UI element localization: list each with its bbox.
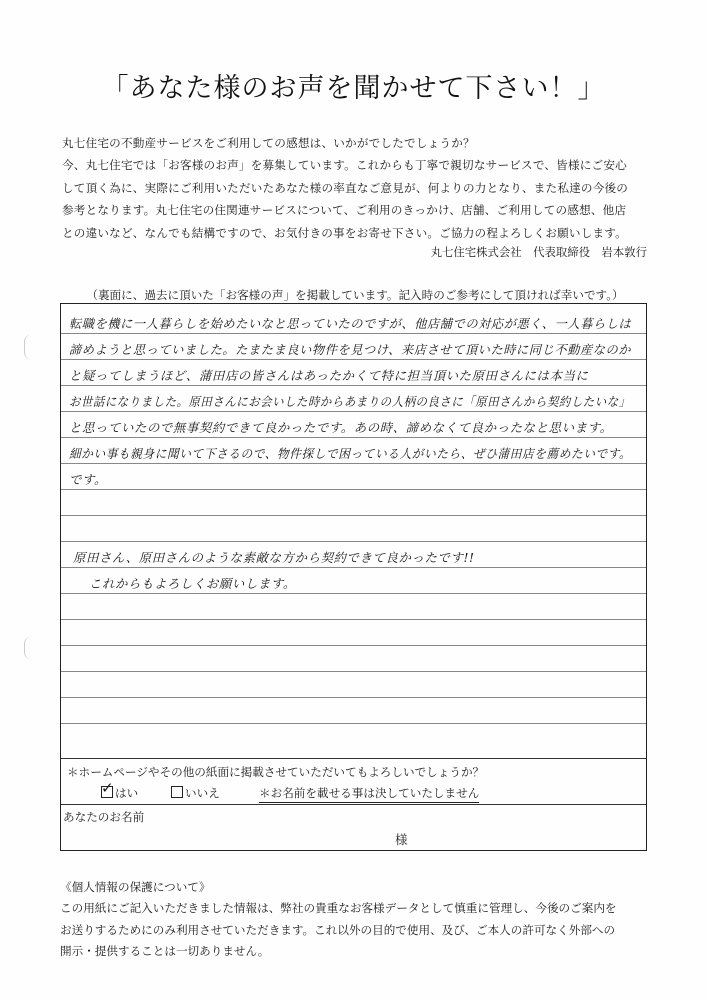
handwritten-line: と思っていたので無事契約できて良かったです。あの時、諦めなくて良かったなと思います。 (69, 420, 613, 435)
handwritten-line: お世話になりました。原田さんにお会いした時からあまりの人柄の良さに「原田さんから契約したいな」 (69, 394, 631, 409)
yes-checkbox[interactable] (101, 779, 114, 798)
ruled-line (61, 619, 646, 620)
company-signature: 丸七住宅株式会社 代表取締役 岩本敦行 (430, 245, 647, 259)
consent-yes-option[interactable] (101, 779, 139, 801)
intro-line: との違いなど、なんでも結構ですので、お気付きの事をお寄せ下さい。ご協力の程よろしくお願いします。 (62, 225, 627, 240)
check-mark-icon: ✓ (101, 779, 114, 797)
consent-no-option[interactable] (171, 785, 220, 801)
back-page-notice: （裏面に、過去に頂いた「お客様の声」を掲載しています。記入時のご参考にして頂ければ幸いです。） (86, 288, 624, 302)
intro-line: 参考となります。丸七住宅の住関連サービスについて、ご利用のきっかけ、店舗、ご利用しての感想、他店 (62, 203, 627, 218)
ruled-line (61, 515, 646, 516)
ruled-line (61, 437, 646, 438)
name-field[interactable] (61, 804, 646, 851)
ruled-line (61, 541, 646, 542)
privacy-heading: 《個人情報の保護について》 (60, 880, 211, 894)
handwritten-line: 原田さん、原田さんのような素敵な方から契約できて良かったです!! (73, 550, 475, 565)
ruled-line (61, 359, 646, 360)
handwritten-line: です。 (69, 472, 107, 487)
binding-mark (24, 636, 35, 660)
ruled-line (61, 411, 646, 412)
no-label: いいえ (185, 786, 220, 800)
handwritten-line: 諦めようと思っていました。たまたま良い物件を見つけ、来店させて頂いた時に同じ不動産なのか (69, 342, 632, 357)
intro-line: 今、丸七住宅では「お客様のお声」を募集しています。これからも丁寧で親切なサービスで、皆様にご安心 (62, 158, 627, 173)
privacy-line: 開示・提供することは一切ありません。 (60, 944, 270, 959)
intro-line: 丸七住宅の不動産サービスをご利用しての感想は、いかがでしたでしょうか？ (62, 136, 475, 150)
binding-mark (24, 334, 35, 360)
ruled-line (61, 593, 646, 594)
ruled-line (61, 385, 646, 386)
ruled-line (61, 671, 646, 672)
name-label: あなたのお名前 (63, 810, 145, 824)
handwritten-line: と疑ってしまうほど、蒲田店の皆さんはあったかくて特に担当頂いた原田さんには本当に (69, 368, 589, 383)
handwritten-line: これからもよろしくお願いします。 (89, 576, 296, 591)
publish-consent (61, 758, 646, 805)
intro-line: して頂く為に、実際にご利用いただいたあなた様の率直なご意見が、何よりの力となり、また私達の今後の (62, 180, 629, 195)
ruled-line (61, 645, 646, 646)
ruled-line (61, 567, 646, 568)
ruled-line (61, 697, 646, 698)
no-checkbox[interactable] (171, 786, 183, 798)
ruled-line (61, 463, 646, 464)
page-title: 「あなた様のお声を聞かせて下さい！」 (101, 73, 606, 104)
intro-text (62, 132, 652, 244)
privacy-line: この用紙にご記入いただきました情報は、弊社の貴重なお客様データとして慎重に管理し、今後のご案内を (60, 901, 617, 916)
privacy-line: お送りするためにのみ利用させていただきます。これ以外の目的で使用、及び、ご本人の許可なく外部への (60, 922, 616, 937)
privacy-policy (60, 877, 660, 963)
consent-question: ＊ホームページやその他の紙面に掲載させていただいてもよろしいでしょうか？ (67, 765, 485, 779)
handwritten-line: 細かい事も親身に聞いて下さるので、物件探しで困っている人がいたら、ぜひ蒲田店を薦めたいです。 (69, 446, 632, 461)
name-not-published-note: ＊お名前を載せる事は決していたしません (259, 785, 479, 803)
yes-label: はい (115, 786, 139, 800)
handwritten-line: 転職を機に一人暮らしを始めたいなと思っていたのですが、他店舗での対応が悪く、一人暮らしは (69, 316, 632, 331)
comment-form (60, 303, 647, 851)
ruled-line (61, 489, 646, 490)
ruled-line (61, 723, 646, 724)
name-suffix: 様 (395, 832, 408, 847)
ruled-line (61, 333, 646, 334)
